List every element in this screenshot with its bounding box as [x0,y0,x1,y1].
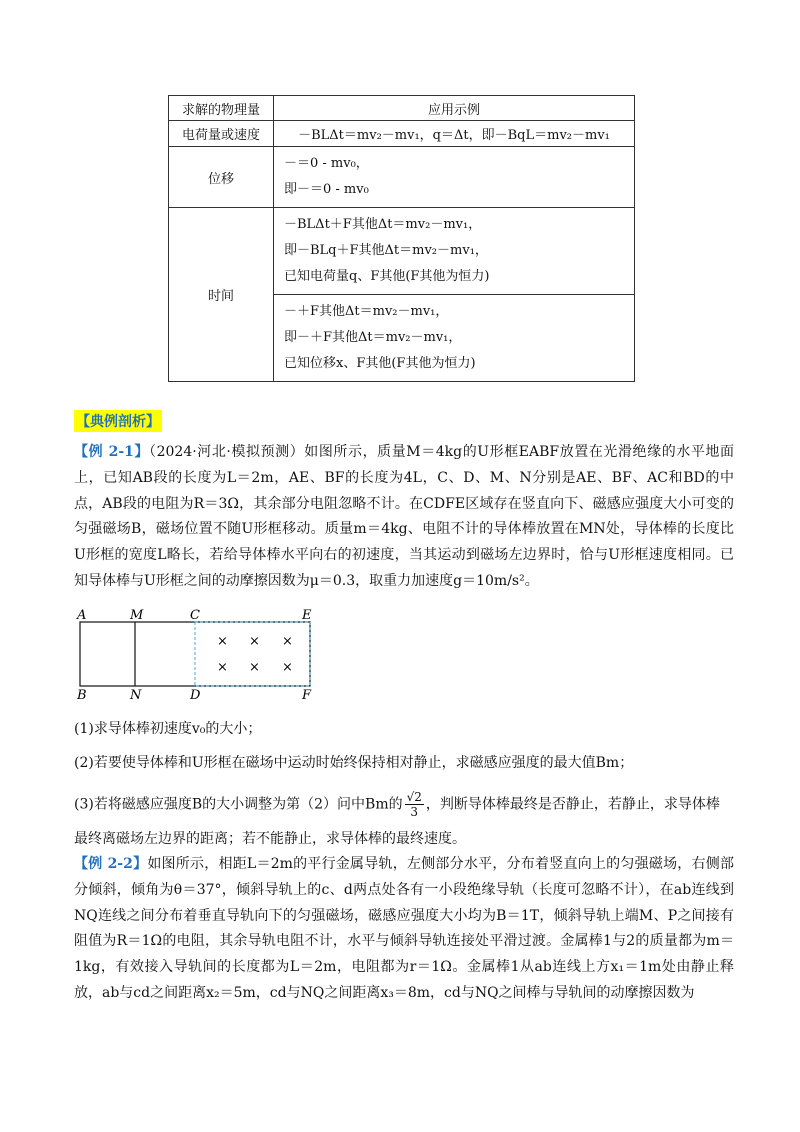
row-label-charge: 电荷量或速度 [169,121,274,147]
point-label-d: D [190,688,201,700]
time-charge-line-3: 已知电荷量q、F其他(F其他为恒力) [284,269,490,284]
example-2-2-text: 如图所示，相距L＝2m的平行金属导轨，左侧部分水平，分布着竖直向上的匀强磁场，右侧部分倾斜，倾角为θ＝37°，倾斜导轨上的c、d两点处各有一小段绝缘导轨（长度可忽略不计），在ab连线到NQ连线之间分布着垂直导轨向下的匀强磁场，磁感应强度大小均为B＝1T，倾斜导轨上端M、P之间接有阻值为R＝1Ω的电阻，其余导轨电阻不计，水平与倾斜导轨连接处平滑过渡。金属棒1与2的质量都为m＝1kg，有效接入导轨间的长度都为L＝2m，电阻都为r＝1Ω。金属棒1从ab连线上方x₁＝1m处由静止释放，ab与cd之间距离x₂＝5m，cd与NQ之间距离x₃＝8m，cd与NQ之间棒与导轨间的动摩擦因数为 [74,856,734,1001]
row-content-time-displacement [274,295,635,382]
field-mark: × [217,660,228,675]
point-label-b: B [77,688,87,700]
example-2-1-paragraph [74,440,734,595]
fraction-denominator: 3 [410,805,419,819]
displacement-line-1: －＝0 - mv₀， [284,156,369,171]
time-charge-line-1: －BLΔt＋F其他Δt＝mv₂－mv₁， [284,217,482,232]
point-label-e: E [302,608,312,623]
field-mark: × [282,660,293,675]
point-label-c: C [190,608,200,623]
point-label-m: M [130,608,144,623]
time-displacement-line-2: 即－＋F其他Δt＝mv₂－mv₁， [284,330,462,345]
reference-table [168,95,635,382]
fraction-numerator: √2 [406,790,422,804]
u-frame-diagram [74,608,334,700]
row-label-displacement: 位移 [169,147,274,208]
point-label-n: N [130,688,142,700]
question-3 [74,790,744,819]
row-content-time-charge [274,208,635,295]
question-3-part-1: (3)若将磁感应强度B的大小调整为第（2）问中Bm的 [74,796,403,813]
field-mark: × [282,634,293,649]
table-header-quantity: 求解的物理量 [169,96,274,121]
row-content-charge: －BLΔt＝mv₂－mv₁，q＝Δt，即－BqL＝mv₂－mv₁ [274,121,635,147]
example-2-1-label: 【例 2-1】 [74,444,150,460]
row-label-time: 时间 [169,208,274,382]
point-label-f: F [302,688,312,700]
question-3-part-2: ，判断导体棒最终是否静止，若静止，求导体棒 [425,796,720,813]
question-1: (1)求导体棒初速度v₀的大小； [74,721,262,737]
time-charge-line-2: 即－BLq＋F其他Δt＝mv₂－mv₁， [284,243,488,258]
field-marks [217,634,293,675]
field-mark: × [249,634,260,649]
row-content-displacement [274,147,635,208]
point-label-a: A [77,608,87,623]
table-row-time-1 [169,208,635,295]
example-2-1-text: （2024·河北·模拟预测）如图所示，质量M＝4kg的U形框EABF放置在光滑绝缘的水平地面上，已知AB段的长度为L＝2m，AE、BF的长度为4L，C、D、M、N分别是AE、BF、AC和BD的中点，AB段的电阻为R＝3Ω，其余部分电阻忽略不计。在CDFE区域存在竖直向下、磁感应强度大小可变的匀强磁场B，磁场位置不随U形框移动。质量m＝4kg、电阻不计的导体棒放置在MN处，导体棒的长度比U形框的宽度L略长，若给导体棒水平向右的初速度，当其运动到磁场左边界时，恰与U形框速度相同。已知导体棒与U形框之间的动摩擦因数为μ＝0.3，取重力加速度g＝10m/s²。 [74,444,734,589]
example-2-2-label: 【例 2-2】 [74,856,148,872]
table-row-displacement [169,147,635,208]
question-2: (2)若要使导体棒和U形框在磁场中运动时始终保持相对静止，求磁感应强度的最大值Bm； [74,755,634,771]
magnetic-field-region [195,622,310,686]
field-mark: × [249,660,260,675]
displacement-line-2: 即－＝0 - mv₀ [284,182,369,197]
table-header-row [169,96,635,121]
table-header-example: 应用示例 [274,96,635,121]
time-displacement-line-1: －＋F其他Δt＝mv₂－mv₁， [284,304,449,319]
time-displacement-line-3: 已知位移x、F其他(F其他为恒力) [284,356,476,371]
field-mark: × [217,634,228,649]
fraction-sqrt2-over-3 [405,790,424,819]
table-row-charge [169,121,635,147]
section-title: 【典例剖析】 [74,410,162,432]
question-3-line-2: 最终离磁场左边界的距离；若不能静止，求导体棒的最终速度。 [74,831,466,847]
example-2-2-paragraph [74,852,734,1007]
